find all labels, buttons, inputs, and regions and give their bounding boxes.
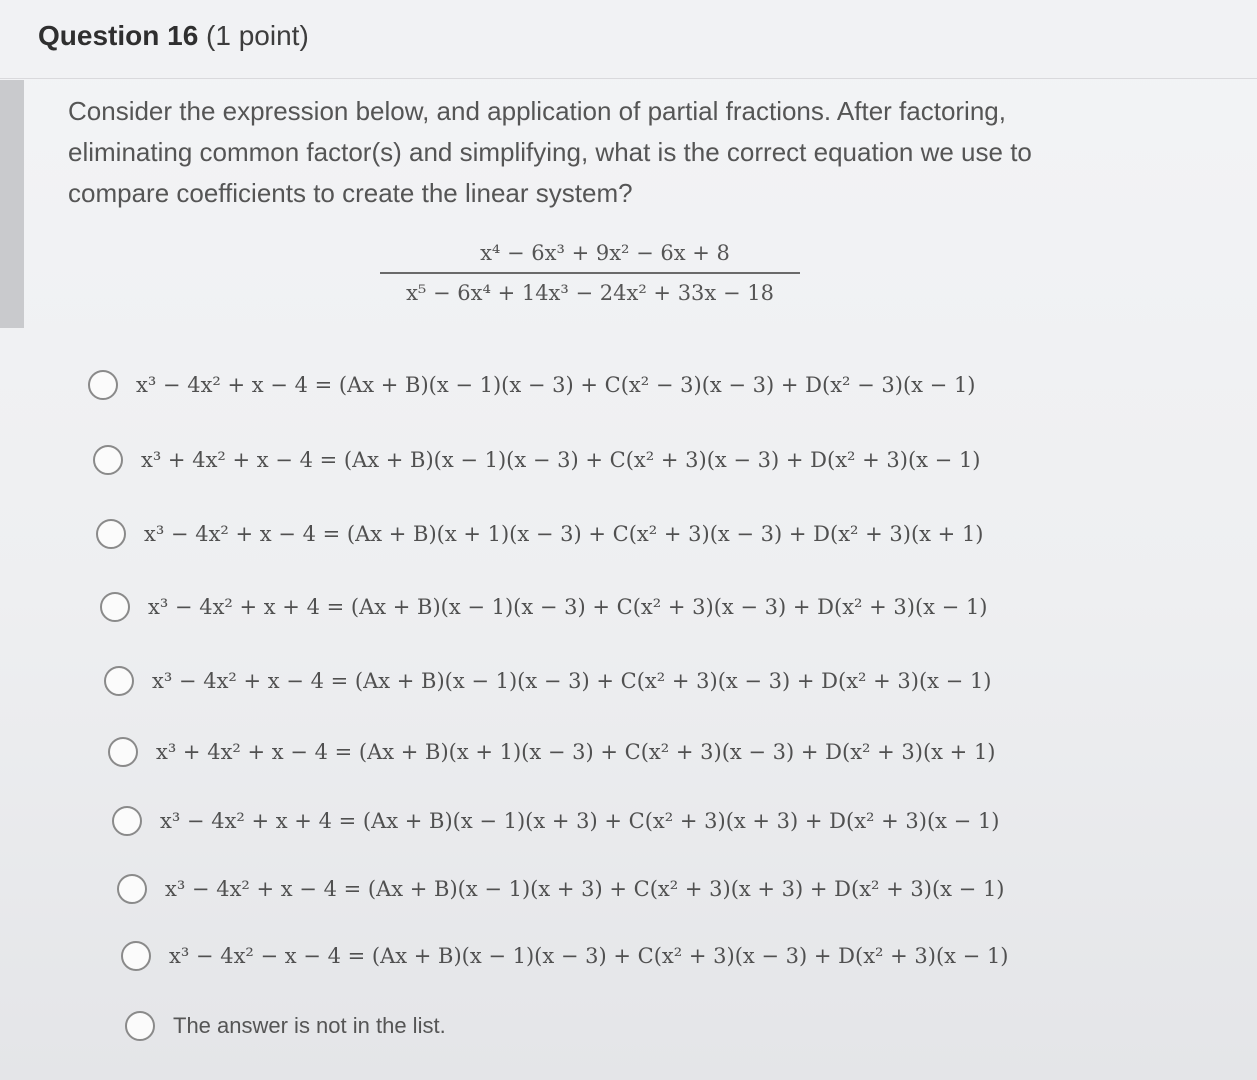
- answer-option-label: x³ − 4x² + x − 4 = (Ax + B)(x − 1)(x − 3) + C(x² + 3)(x − 3) + D(x² + 3)(x − 1): [152, 669, 992, 693]
- answer-option-label: x³ + 4x² + x − 4 = (Ax + B)(x − 1)(x − 3) + C(x² + 3)(x − 3) + D(x² + 3)(x − 1): [141, 448, 981, 472]
- radio-button[interactable]: [93, 445, 123, 475]
- expression-denominator: x⁵ − 6x⁴ + 14x³ − 24x² + 33x − 18: [406, 281, 774, 305]
- answer-option-label: x³ − 4x² + x + 4 = (Ax + B)(x − 1)(x − 3) + C(x² + 3)(x − 3) + D(x² + 3)(x − 1): [148, 595, 988, 619]
- answer-option-6[interactable]: [108, 737, 996, 767]
- radio-button[interactable]: [88, 370, 118, 400]
- question-prompt: Consider the expression below, and application of partial fractions. After factoring, eliminating common factor(s) and simplifying, what is the correct equation we use to compare coefficients to create the linear system?: [68, 96, 1032, 208]
- answer-option-8[interactable]: [117, 874, 1005, 904]
- radio-button[interactable]: [104, 666, 134, 696]
- question-number: Question 16: [38, 20, 199, 51]
- answer-option-4[interactable]: [100, 592, 988, 622]
- answer-option-10[interactable]: [125, 1011, 446, 1041]
- answer-option-5[interactable]: [104, 666, 992, 696]
- fraction-bar: [380, 272, 800, 274]
- expression-numerator: x⁴ − 6x³ + 9x² − 6x + 8: [480, 241, 730, 265]
- answer-option-label: x³ − 4x² − x − 4 = (Ax + B)(x − 1)(x − 3) + C(x² + 3)(x − 3) + D(x² + 3)(x − 1): [169, 944, 1009, 968]
- rational-expression: [380, 236, 800, 308]
- answer-option-1[interactable]: [88, 370, 976, 400]
- answer-option-label: x³ − 4x² + x − 4 = (Ax + B)(x − 1)(x + 3) + C(x² + 3)(x + 3) + D(x² + 3)(x − 1): [165, 877, 1005, 901]
- answer-option-label: The answer is not in the list.: [173, 1013, 446, 1038]
- radio-button[interactable]: [100, 592, 130, 622]
- radio-button[interactable]: [125, 1011, 155, 1041]
- radio-button[interactable]: [117, 874, 147, 904]
- radio-button[interactable]: [121, 941, 151, 971]
- question-points: (1 point): [206, 20, 309, 51]
- answer-option-2[interactable]: [93, 445, 981, 475]
- radio-button[interactable]: [96, 519, 126, 549]
- answer-option-9[interactable]: [121, 941, 1009, 971]
- answer-option-label: x³ − 4x² + x − 4 = (Ax + B)(x − 1)(x − 3) + C(x² − 3)(x − 3) + D(x² − 3)(x − 1): [136, 373, 976, 397]
- answer-option-7[interactable]: [112, 806, 1000, 836]
- radio-button[interactable]: [108, 737, 138, 767]
- answer-option-label: x³ + 4x² + x − 4 = (Ax + B)(x + 1)(x − 3) + C(x² + 3)(x − 3) + D(x² + 3)(x + 1): [156, 740, 996, 764]
- question-title: [38, 20, 309, 52]
- left-accent-bar: [0, 80, 24, 328]
- question-header: [0, 0, 1257, 79]
- answer-option-label: x³ − 4x² + x − 4 = (Ax + B)(x + 1)(x − 3) + C(x² + 3)(x − 3) + D(x² + 3)(x + 1): [144, 522, 984, 546]
- radio-button[interactable]: [112, 806, 142, 836]
- answer-option-3[interactable]: [96, 519, 984, 549]
- answer-option-label: x³ − 4x² + x + 4 = (Ax + B)(x − 1)(x + 3) + C(x² + 3)(x + 3) + D(x² + 3)(x − 1): [160, 809, 1000, 833]
